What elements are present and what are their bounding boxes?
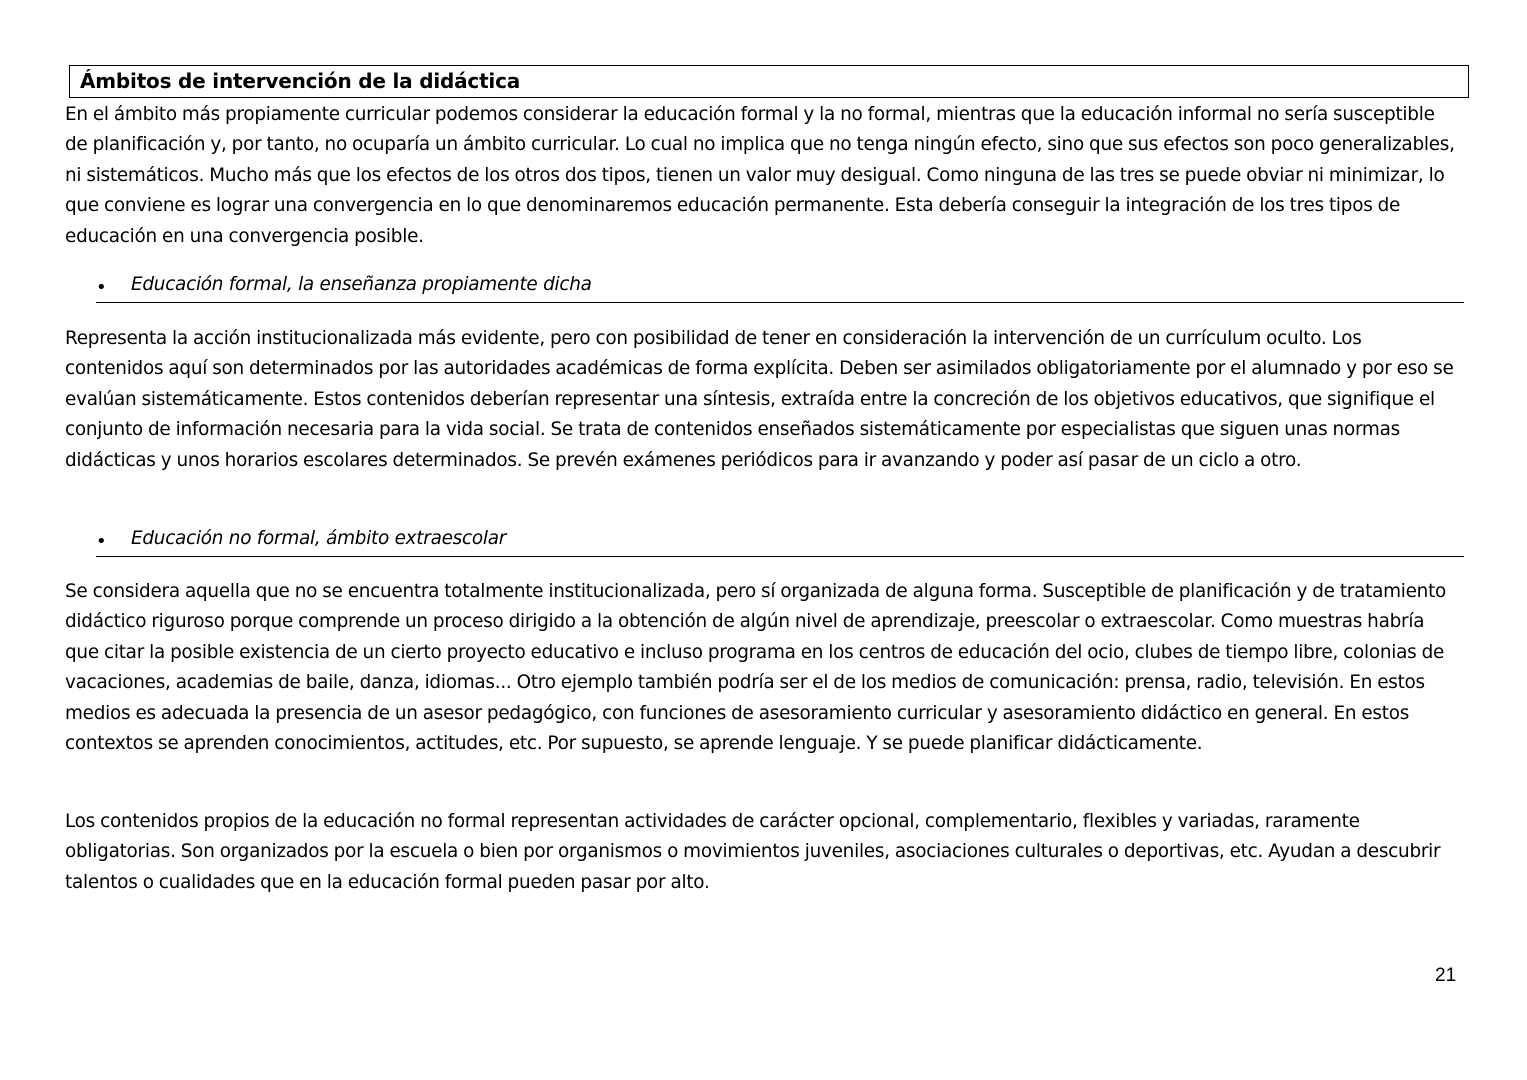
bullet-heading-formal (96, 270, 1464, 303)
non-formal-paragraph-2: Los contenidos propios de la educación no formal representan actividades de carácter opcional, complementario, flexibles y variadas, raramente obligatorias. Son organizados por la escuela o bien por organismos o movimientos juveniles, asociaciones culturales o deportivas, etc. Ayudan a descubrir talentos o cualidades que en la educación formal pueden pasar por alto. (65, 811, 1441, 893)
formal-paragraph: Representa la acción institucionalizada más evidente, pero con posibilidad de tener en consideración la intervención de un currículum oculto. Los contenidos aquí son determinados por las autoridades académicas de forma explícita. Deben ser asimilados obligatoriamente por el alumnado y por eso se evalúan sistemáticamente. Estos contenidos deberían representar una síntesis, extraída entre la concreción de los objetivos educativos, que signifique el conjunto de información necesaria para la vida social. Se trata de contenidos enseñados sistemáticamente por especialistas que siguen unas normas didácticas y unos horarios escolares determinados. Se prevén exámenes periódicos para ir avanzando y poder así pasar de un ciclo a otro. (65, 328, 1454, 471)
section-title: Ámbitos de intervención de la didáctica (80, 69, 521, 93)
bullet-icon: • (96, 531, 107, 552)
intro-paragraph: En el ámbito más propiamente curricular podemos considerar la educación formal y la no formal, mientras que la educación informal no sería susceptible de planificación y, por tanto, no ocuparía un ámbito curricular. Lo cual no implica que no tenga ningún efecto, sino que sus efectos son poco generalizables, ni sistemáticos. Mucho más que los efectos de los otros dos tipos, tienen un valor muy desigual. Como ninguna de las tres se puede obviar ni minimizar, lo que conviene es lograr una convergencia en lo que denominaremos educación permanente. Esta debería conseguir la integración de los tres tipos de educación en una convergencia posible. (65, 104, 1455, 247)
formal-heading: Educación formal, la enseñanza propiamente dicha (131, 274, 592, 295)
section-title-box (69, 65, 1469, 98)
non-formal-paragraph: Se considera aquella que no se encuentra totalmente institucionalizada, pero sí organizada de alguna forma. Susceptible de planificación y de tratamiento didáctico riguroso porque comprende un proceso dirigido a la obtención de algún nivel de aprendizaje, preescolar o extraescolar. Como muestras habría que citar la posible existencia de un cierto proyecto educativo e incluso programa en los centros de educación del ocio, clubes de tiempo libre, colonias de vacaciones, academias de baile, danza, idiomas... Otro ejemplo también podría ser el de los medios de comunicación: prensa, radio, televisión. En estos medios es adecuada la presencia de un asesor pedagógico, con funciones de asesoramiento curricular y asesoramiento didáctico en general. En estos contextos se aprenden conocimientos, actitudes, etc. Por supuesto, se aprende lenguaje. Y se puede planificar didácticamente. (65, 581, 1447, 755)
bullet-icon: • (96, 277, 107, 298)
bullet-heading-non-formal (96, 524, 1464, 557)
non-formal-heading: Educación no formal, ámbito extraescolar (131, 528, 507, 549)
page-number: 21 (1435, 965, 1457, 986)
